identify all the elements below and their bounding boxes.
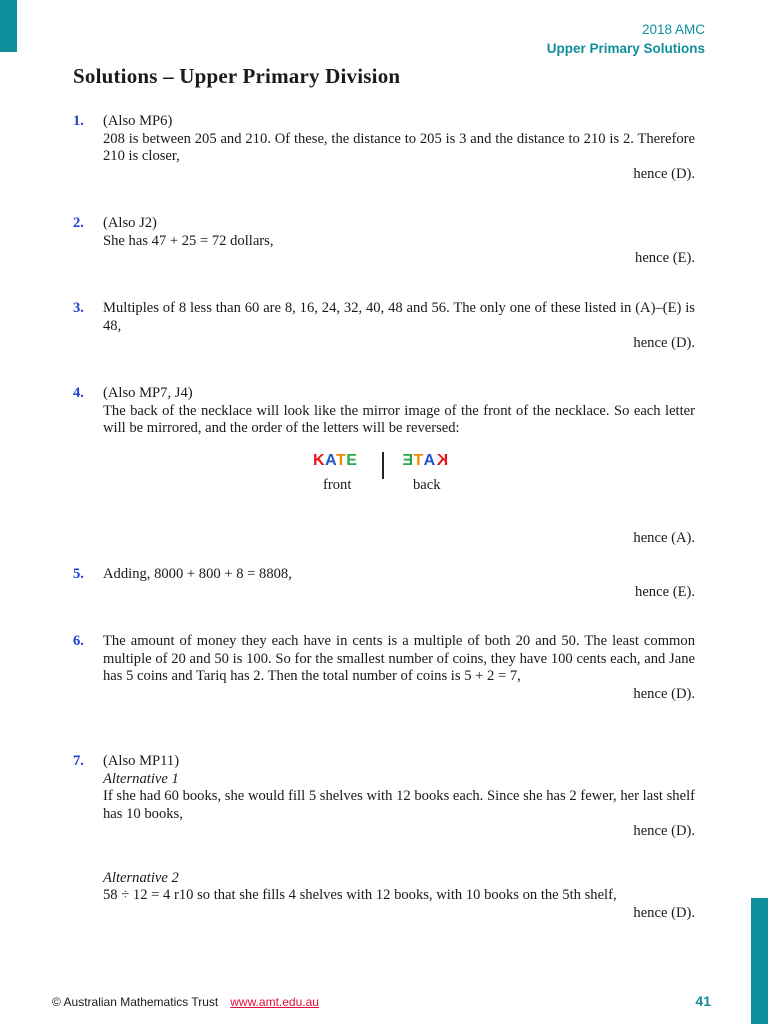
question-text: 208 is between 205 and 210. Of these, the distance to 205 is 3 and the distance to 210 is 2. Therefore 210 is closer, [103, 130, 695, 164]
question-number: 1. [73, 113, 84, 129]
alternative-label: Alternative 1 [103, 770, 179, 787]
necklace-mirrored-letter: A [423, 452, 436, 469]
top-color-tab [0, 0, 17, 52]
front-label: front [323, 477, 352, 493]
necklace-mirrored-letter: K [435, 452, 448, 469]
answer-line: hence (E). [635, 583, 695, 600]
footer-left [52, 995, 319, 1009]
question-number: 2. [73, 215, 84, 231]
necklace-mirrored-letter: E [402, 452, 414, 469]
question-text: If she had 60 books, she would fill 5 shelves with 12 books each. Since she has 2 fewer, her last shelf has 10 books, [103, 788, 695, 822]
answer-line: hence (D). [633, 165, 695, 182]
question-text: (Also MP11) [103, 753, 180, 769]
running-header [547, 20, 705, 58]
answer-line: hence (E). [635, 250, 695, 266]
page-title: Solutions – Upper Primary Division [73, 64, 401, 88]
answer-line: hence (A). [633, 529, 695, 546]
necklace-front-word [313, 452, 357, 470]
necklace-letter: T [335, 452, 347, 469]
website-link[interactable]: www.amt.edu.au [230, 995, 319, 1009]
necklace-figure [300, 452, 480, 497]
necklace-back-word [402, 452, 448, 470]
question-number: 4. [73, 385, 84, 401]
question-text: The amount of money they each have in cents is a multiple of both 20 and 50. The least common multiple of 20 and 50 is 100. So for the smallest number of coins, they have 100 cents each, and Jane has 5 coins and Tariq has 2. Then the total number of coins is 5 + 2 = 7, [103, 633, 695, 684]
necklace-letter: A [325, 452, 336, 469]
answer-line: hence (D). [633, 823, 695, 839]
divider-line [382, 452, 384, 479]
question-7 [73, 753, 695, 922]
question-3 [73, 300, 695, 353]
alternative-label: Alternative 2 [103, 869, 179, 886]
question-text: (Also MP7, J4) [103, 385, 193, 401]
question-6 [73, 633, 695, 703]
necklace-letter: E [346, 452, 358, 469]
question-number: 6. [73, 633, 84, 649]
question-number: 5. [73, 566, 84, 582]
question-text: Multiples of 8 less than 60 are 8, 16, 24, 32, 40, 48 and 56. The only one of these listed in (A)–(E) is 48, [103, 300, 695, 334]
question-number: 3. [73, 300, 84, 316]
back-label: back [413, 477, 441, 493]
copyright-text: © Australian Mathematics Trust [52, 995, 219, 1009]
spacer [103, 841, 695, 870]
question-2 [73, 215, 695, 268]
bottom-color-tab [751, 898, 768, 1024]
question-text: (Also MP6) [103, 113, 173, 129]
answer-line: hence (D). [633, 335, 695, 351]
question-text: The back of the necklace will look like the mirror image of the front of the necklace. So each letter will be mirrored, and the order of the letters will be reversed: [103, 402, 695, 436]
question-text: 58 ÷ 12 = 4 r10 so that she fills 4 shelves with 12 books, with 10 books on the 5th shelf, [103, 887, 617, 903]
header-subtitle: Upper Primary Solutions [546, 41, 705, 56]
question-5 [73, 566, 695, 601]
necklace-letter: K [313, 452, 326, 469]
question-1 [73, 113, 695, 183]
question-number: 7. [73, 753, 84, 769]
necklace-mirrored-letter: T [413, 452, 424, 469]
answer-line: hence (D). [633, 685, 695, 702]
question-text: She has 47 + 25 = 72 dollars, [103, 232, 274, 249]
page-number: 41 [695, 993, 711, 1009]
question-text: (Also J2) [103, 215, 157, 231]
answer-line: hence (D). [633, 904, 695, 921]
header-year: 2018 AMC [641, 22, 705, 37]
question-text: Adding, 8000 + 800 + 8 = 8808, [103, 566, 292, 582]
